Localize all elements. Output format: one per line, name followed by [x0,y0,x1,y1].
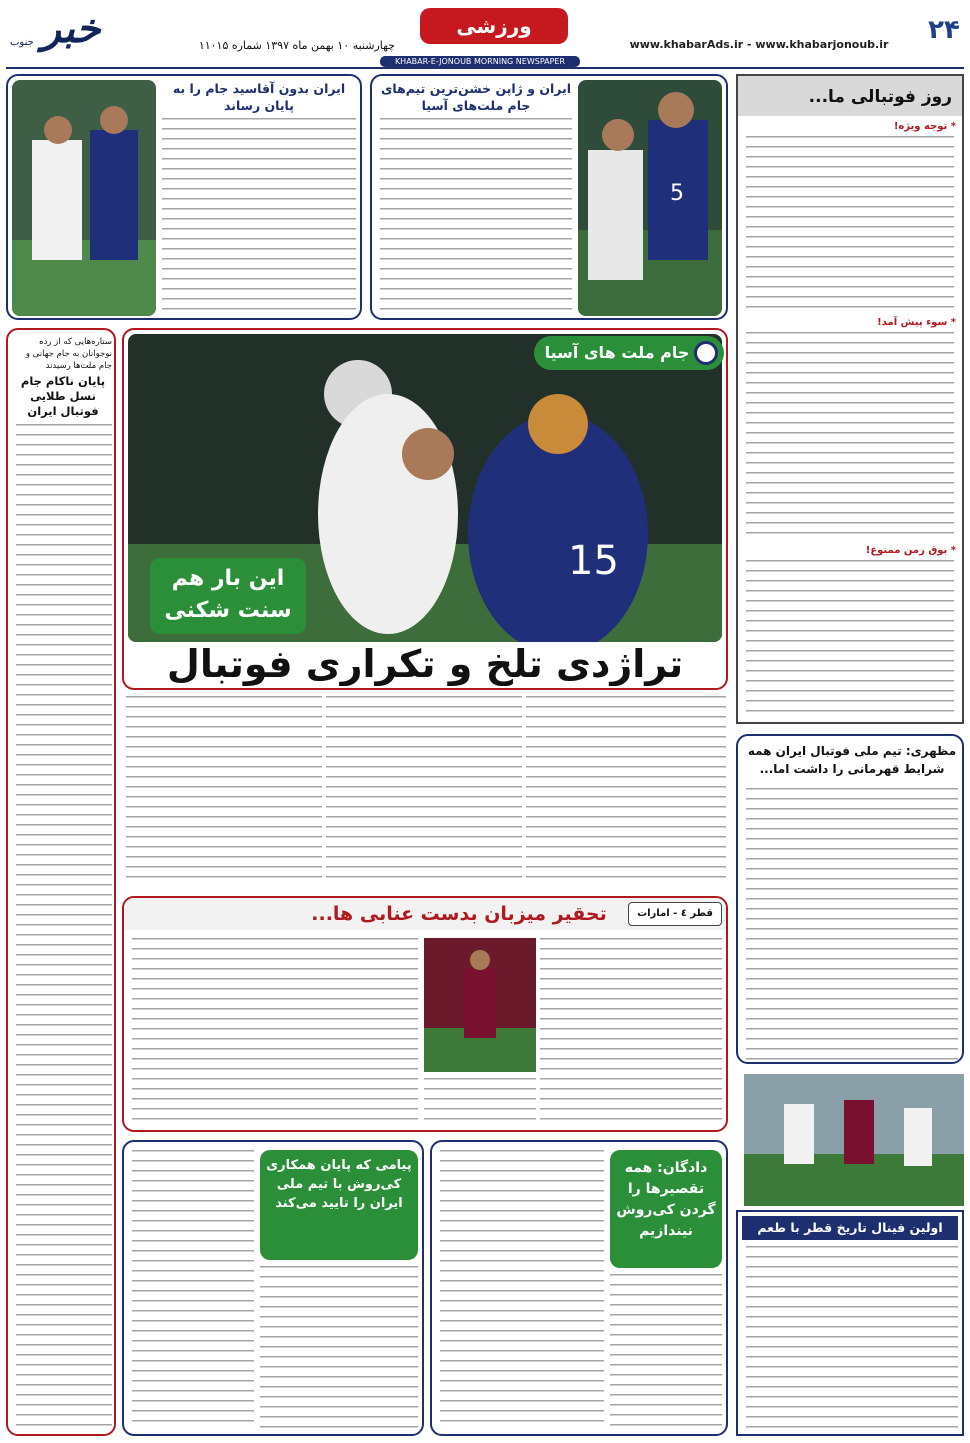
main-story-text [326,696,522,886]
dadgan-box [430,1140,728,1436]
top-story-1-photo [578,80,722,316]
photo-caption-line-2: سنت شکنی [164,598,292,623]
header-rule [6,67,964,69]
ball-icon [694,341,718,365]
queiroz-text [132,1150,254,1430]
left-column [6,328,116,1436]
dadgan-quote-box [610,1150,722,1268]
top-story-2-text [162,118,356,314]
players-scuffle-photo [578,80,722,316]
competition-badge-label: جام ملت های آسیا [544,343,690,362]
dadgan-text [610,1274,722,1430]
top-story-2 [6,74,362,320]
photo-caption-box [150,558,306,634]
score-label: قطر ٤ - امارات [628,902,722,926]
side-column-title: روز فوتبالی ما... [808,87,952,107]
logo-sub: جنوب [10,37,34,48]
top-story-2-photo [12,80,156,316]
side-column [736,74,964,724]
photo-caption-line-1: این بار هم [171,566,285,591]
main-story-text [526,696,726,886]
queiroz-box [122,1140,424,1436]
section-label: ورزشی [420,8,568,44]
top-story-1-title: ایران و ژاپن خشن‌ترین تیم‌های جام ملت‌های آسیا [380,81,572,113]
left-column-intro: ستاره‌هایی که از رده نوجوانان به جام جهانی و جام ملت‌ها رسیدند [25,337,112,371]
queiroz-text [260,1266,418,1430]
side-text-block [746,332,954,542]
side-text-block [746,560,954,718]
top-story-1 [370,74,728,320]
side-sub-heading: * توجه ویژه! [893,121,956,132]
bottom-right-title: اولین فینال تاریخ قطر با طعم [742,1216,958,1240]
top-story-1-text [380,118,572,314]
dadgan-text [440,1150,604,1430]
qatar-photo [424,938,536,1072]
bottom-right-text [746,1246,958,1432]
qatar-match-photo [424,938,536,1072]
uae-qatar-photo [744,1074,964,1206]
qatar-box-text [540,938,722,1126]
main-story-text [126,696,322,886]
qatar-box-text [132,938,418,1126]
mazaheri-text [746,788,958,1060]
header-banner: KHABAR-E-JONOUB MORNING NEWSPAPER [380,56,580,67]
main-feature [122,328,728,690]
side-text-block [746,136,954,316]
websites: www.khabarAds.ir - www.khabarjonoub.ir [629,38,889,51]
svg-text:15: 15 [568,538,619,584]
side-sub-heading: * بوق زمن ممنوع! [865,545,956,556]
masthead [0,0,970,62]
date-line: چهارشنبه ۱۰ بهمن ماه ۱۳۹۷ شماره ۱۱۰۱۵ [198,39,395,52]
top-story-2-title: ایران بدون آقاسید جام را به پایان رساند [172,81,346,113]
logo [6,4,136,54]
competition-badge [534,336,724,370]
main-headline: تراژدی تلخ و تکراری فوتبال [166,642,684,686]
mazaheri-box [736,734,964,1064]
final-match-photo [744,1074,964,1206]
page-number: ۲۴ [928,15,960,45]
queiroz-quote-box [260,1150,418,1260]
side-sub-heading: * سوء پیش آمد! [877,317,956,328]
left-column-text [16,424,112,1430]
queiroz-quote: پیامی که پایان همکاری کی‌روش با تیم ملی ایران را تایید می‌کند [266,1158,412,1211]
mazaheri-title: مظهری: تیم ملی فوتبال ایران همه شرایط قهرمانی را داشت اما... [747,744,957,776]
qatar-box [122,896,728,1132]
bottom-right-story [736,1210,964,1436]
svg-text:5: 5 [670,181,684,206]
match-action-photo [12,80,156,316]
qatar-box-title: تحقیر میزبان بدست عنابی ها... [311,903,607,925]
qatar-photo-caption [424,1078,536,1126]
dadgan-quote: دادگان: همه تقصیرها را گردن کی‌روش نیندازیم [616,1160,716,1239]
left-column-title: پایان ناکام جام نسل طلایی فوتبال ایران [20,374,106,418]
logo-text: خبر [41,6,101,52]
